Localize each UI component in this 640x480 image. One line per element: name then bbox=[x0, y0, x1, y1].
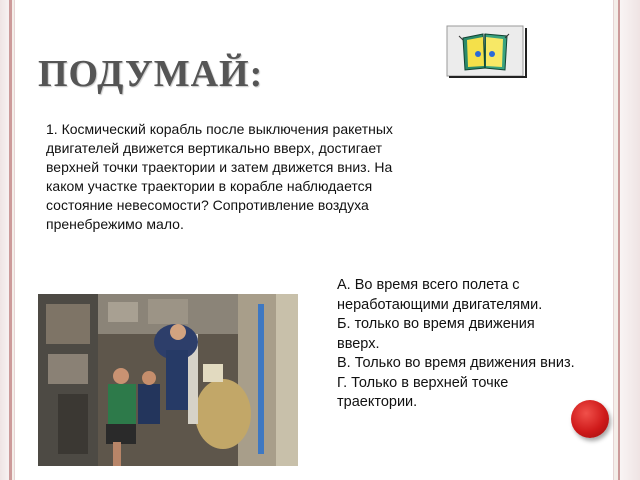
answer-option-b: Б. только во время движения вверх. bbox=[337, 316, 535, 352]
slide-right-edge bbox=[618, 0, 640, 480]
answer-option-d: Г. Только в верхней точке траектории. bbox=[337, 374, 509, 410]
slide-left-edge bbox=[0, 0, 12, 480]
answer-option-a: А. Во время всего полета с неработающими двигателями. bbox=[337, 277, 543, 313]
question-text: 1. Космический корабль после выключения ракетных двигателей движется вертикально вверх, достигает верхней точки траектории и затем движется вниз. На каком участке траектории в корабле наблюдается состояние невесомости? Сопротивление воздуха пренебрежимо мало. bbox=[46, 121, 393, 232]
slide-title: ПОДУМАЙ: bbox=[38, 53, 264, 95]
open-book-icon bbox=[445, 24, 530, 80]
space-station-photo bbox=[38, 294, 298, 466]
red-circle-button-icon[interactable] bbox=[571, 400, 609, 438]
answer-option-c: В. Только во время движения вниз. bbox=[337, 355, 575, 371]
answer-options bbox=[337, 276, 577, 413]
